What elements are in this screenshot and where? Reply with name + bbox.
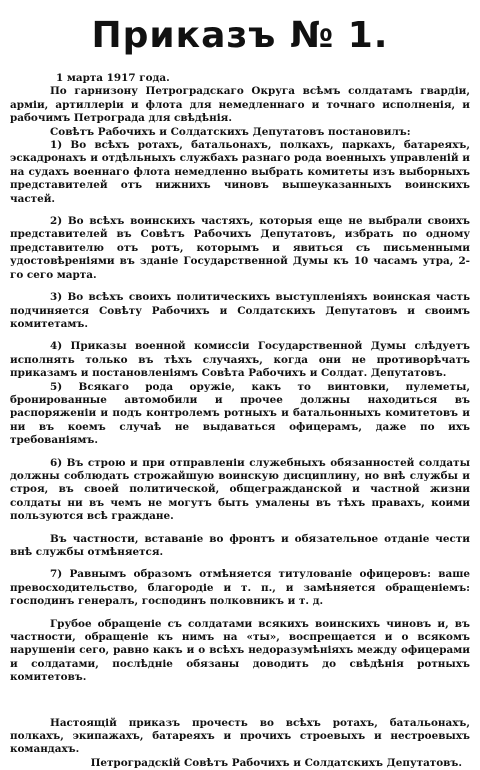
point-4: 4) Приказы военной комиссіи Государственной Думы слѣдуетъ исполнять только въ тѣхъ случаяхъ, когда они не противорѣчатъ приказамъ и постановленіямъ Совѣта Рабочихъ и Солдат. Депутатовъ. bbox=[10, 340, 470, 380]
signature: Петроградскій Совѣтъ Рабочихъ и Солдатскихъ Депутатовъ. bbox=[90, 756, 462, 769]
date-line: 1 марта 1917 года. bbox=[56, 72, 170, 84]
point-6-addendum: Въ частности, вставаніе во фронтъ и обязательное отданіе чести внѣ службы отмѣняется. bbox=[10, 532, 470, 558]
point-2: 2) Во всѣхъ воинскихъ частяхъ, которыя еще не выбрали своихъ представителей въ Совѣтъ Рабочихъ Депутатовъ, избрать по одному представителю отъ ротъ, которымъ и явиться съ письменными удостовѣреніями въ зданіе Государственной Думы къ 10 часамъ утра, 2-го сего марта. bbox=[10, 215, 470, 281]
point-1: 1) Во всѣхъ ротахъ, батальонахъ, полкахъ, паркахъ, батареяхъ, эскадронахъ и отдѣльныхъ службахъ разнаго рода военныхъ управленій и на судахъ военнаго флота немедленно выбрать комитеты изъ выборныхъ представителей отъ нижнихъ чиновъ вышеуказанныхъ воинскихъ частей. bbox=[10, 139, 470, 205]
point-6: 6) Въ строю и при отправленіи служебныхъ обязанностей солдаты должны соблюдать строжайшую воинскую дисциплину, но внѣ службы и строя, въ своей политической, общегражданской и частной жизни солдаты ни въ чемъ не могутъ быть умалены въ тѣхъ правахъ, коими пользуются всѣ граждане. bbox=[10, 456, 470, 523]
intro-paragraph: По гарнизону Петроградскаго Округа всѣмъ солдатамъ гвардіи, арміи, артиллеріи и флота для немедленнаго и точнаго исполненія, и рабочимъ Петрограда для свѣдѣнія. bbox=[10, 85, 470, 125]
decision-paragraph: Совѣтъ Рабочихъ и Солдатскихъ Депутатовъ постановилъ: bbox=[50, 125, 411, 138]
point-7-addendum: Грубое обращеніе съ солдатами всякихъ воинскихъ чиновъ и, въ частности, обращеніе къ нимъ на «ты», воспрещается и о всякомъ нарушеніи сего, равно какъ и о всѣхъ недоразумѣніяхъ между офицерами и солдатами, послѣдніе обязаны доводить до свѣдѣнія ротныхъ комитетовъ. bbox=[10, 617, 470, 684]
document-body bbox=[10, 72, 470, 770]
point-5: 5) Всякаго рода оружіе, какъ то винтовки, пулеметы, бронированные автомобили и прочее должны находиться въ распоряженіи и подъ контролемъ ротныхъ и батальонныхъ комитетовъ и ни въ коемъ случаѣ не выдаваться офицерамъ, даже по ихъ требованіямъ. bbox=[10, 380, 470, 447]
point-3: 3) Во всѣхъ своихъ политическихъ выступленіяхъ воинская часть подчиняется Совѣту Рабочихъ и Солдатскихъ Депутатовъ и своимъ комитетамъ. bbox=[10, 291, 470, 330]
closing-paragraph: Настоящій приказъ прочесть во всѣхъ ротахъ, батальонахъ, полкахъ, экипажахъ, батареяхъ и прочихъ строевыхъ и нестроевыхъ командахъ. bbox=[10, 716, 470, 756]
document-title: Приказъ № 1. bbox=[91, 15, 389, 56]
point-7: 7) Равнымъ образомъ отмѣняется титулованіе офицеровъ: ваше превосходительство, благородіе и т. п., и замѣняется обращеніемъ: господинъ генералъ, господинъ полковникъ и т. д. bbox=[10, 568, 470, 608]
